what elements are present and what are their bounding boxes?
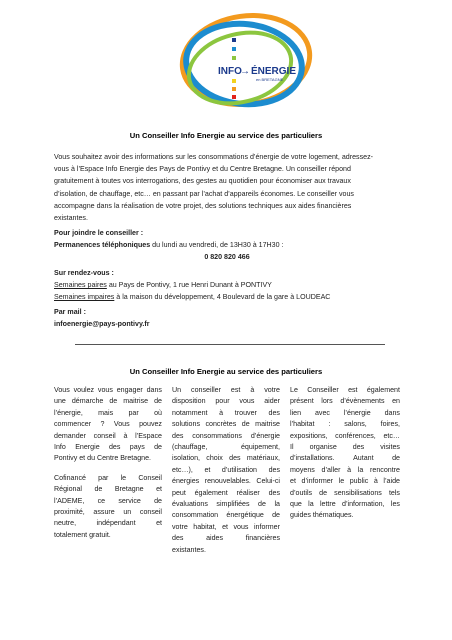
text-line	[290, 385, 400, 396]
word: l’aide	[383, 477, 400, 486]
odd-weeks-place: à la maison du développement, 4 Boulevard de la gare à LOUDEAC	[114, 293, 331, 302]
word: ?	[100, 420, 105, 429]
text-line: totalement gratuit.	[54, 530, 111, 539]
word: d’installations.	[290, 454, 335, 463]
word: dans	[384, 408, 400, 417]
text-line: existantes.	[54, 214, 88, 223]
text-line: Vous souhaitez avoir des informations sur les consommations d’énergie de votre logement, adressez-	[54, 153, 373, 161]
paragraph-gap	[54, 465, 162, 473]
word: de	[392, 454, 400, 463]
text-line	[54, 484, 162, 495]
text-line	[172, 488, 280, 499]
word: votre	[264, 386, 280, 394]
phone-label: Permanences téléphoniques	[54, 241, 151, 250]
word: Conseil	[138, 473, 162, 482]
word: les	[390, 500, 400, 509]
text-line: existantes.	[172, 545, 206, 554]
text-line	[172, 476, 280, 487]
join-block	[54, 227, 400, 264]
section2-title: Un Conseiller Info Energie au service des particuliers	[129, 367, 323, 376]
text-line	[172, 510, 280, 521]
word: à	[373, 477, 378, 486]
word: le	[338, 477, 345, 486]
word: :	[328, 420, 331, 429]
word: vous	[233, 522, 249, 531]
text-line	[54, 419, 162, 430]
column-1	[54, 385, 162, 541]
word: d’outils	[290, 488, 313, 497]
mail-block	[54, 306, 400, 330]
text-line: vous à l’Espace Info Energie des Pays de Pontivy et du Centre Bretagne. Un conseiller répond	[54, 165, 351, 174]
word: vous	[239, 397, 255, 406]
word: concrètes	[205, 420, 237, 429]
word: neutre,	[54, 519, 77, 528]
logo-dot	[232, 56, 236, 60]
word: des	[352, 443, 365, 452]
word: évaluations	[172, 500, 208, 509]
logo-dot	[232, 87, 236, 91]
word: présent	[290, 397, 314, 406]
word: habitat,	[193, 522, 217, 531]
word: ce	[97, 496, 106, 505]
odd-weeks-line	[54, 291, 400, 303]
word: maitrise	[123, 397, 149, 406]
word: d’informer	[301, 477, 334, 486]
column-2	[172, 385, 280, 556]
word: consommations	[192, 431, 242, 440]
word: l’Espace	[135, 431, 162, 440]
word: Info	[54, 443, 66, 452]
text-line	[172, 419, 280, 430]
word: proximité,	[54, 508, 85, 517]
text-line	[172, 396, 280, 407]
text-line: d’isolation, de chauffage, etc… en passant par l’achat d’appareils économes. Le conseiller vous	[54, 189, 354, 198]
word: l’ADEME,	[54, 496, 85, 505]
word: mais	[98, 408, 114, 417]
word: financières	[245, 534, 280, 543]
word: (chauffage,	[172, 443, 208, 452]
word: est	[230, 386, 241, 394]
word: aider	[264, 397, 280, 406]
word: conférences,	[335, 431, 376, 440]
word: le	[120, 473, 127, 482]
word: énergies	[172, 477, 200, 486]
word: Régional	[54, 485, 83, 494]
word: peut	[172, 488, 186, 497]
word: pays	[129, 443, 145, 452]
word: Vous	[54, 386, 70, 394]
word: commencer	[54, 420, 92, 429]
word: votre	[172, 522, 188, 531]
word: et	[290, 477, 296, 486]
word: la	[308, 500, 314, 509]
text-line	[290, 408, 400, 419]
word: Conseiller	[307, 386, 339, 394]
text-line	[54, 507, 162, 518]
word: Autant	[353, 454, 374, 463]
word: un	[123, 508, 132, 517]
word: des	[172, 431, 184, 440]
word: également	[366, 386, 400, 394]
text-line	[290, 419, 400, 430]
word: pouvez	[139, 420, 162, 429]
word: la	[274, 500, 280, 509]
word: Bretagne	[114, 485, 144, 494]
text-line	[290, 442, 400, 453]
word: et	[204, 465, 211, 474]
word: lien	[290, 408, 302, 417]
word: indépendant	[96, 519, 136, 528]
word: lors	[321, 397, 333, 406]
section1-title: Un Conseiller Info Energie au service des particuliers	[129, 131, 323, 140]
logo-brand-accent: ÉNERGIE	[251, 66, 297, 77]
word: avec	[314, 408, 330, 417]
text-line	[290, 499, 400, 510]
text-line	[172, 431, 280, 442]
word: choix	[206, 454, 223, 463]
word: pour	[215, 397, 230, 406]
text-line: guides thématiques.	[290, 511, 354, 520]
logo-dot	[232, 47, 236, 51]
even-weeks-label: Semaines paires	[54, 281, 107, 290]
word: rencontre	[370, 465, 400, 474]
text-line	[54, 396, 162, 407]
word: d’information,	[342, 500, 385, 509]
word: consommation	[172, 511, 219, 520]
word: notamment	[172, 408, 208, 417]
logo-brand-text: INFO	[218, 66, 242, 77]
info-energie-logo	[174, 8, 316, 118]
column-3	[290, 385, 400, 522]
rdv-heading: Sur rendez-vous :	[54, 269, 114, 277]
word: simplifiées	[216, 500, 250, 509]
word: une	[54, 397, 66, 406]
logo-dot	[232, 38, 236, 42]
word: moyens	[290, 465, 315, 474]
word: vous	[97, 386, 113, 394]
word: des	[172, 534, 184, 543]
phone-hours: du lundi au vendredi, de 13H30 à 17H30 :	[150, 241, 284, 250]
word: Celui-ci	[256, 477, 280, 486]
text-line	[54, 496, 162, 507]
word: de	[94, 485, 103, 494]
logo-tagline: en BRETAGNE	[256, 77, 284, 82]
text-line	[172, 408, 280, 419]
word: équipement,	[240, 443, 280, 452]
word: dans	[146, 386, 162, 394]
word: de	[154, 496, 162, 505]
word: à	[250, 386, 255, 394]
text-line: Pontivy et du Centre Bretagne.	[54, 454, 152, 463]
word: salons,	[344, 420, 367, 429]
word: organise	[309, 443, 337, 452]
word: également	[194, 488, 228, 497]
word: etc…	[383, 431, 400, 440]
word: de	[272, 511, 280, 520]
word: aides	[206, 534, 224, 543]
text-line	[54, 473, 162, 484]
text-line	[172, 533, 280, 544]
text-line	[290, 453, 400, 464]
word: et	[222, 522, 228, 531]
word: renouvelables.	[204, 477, 251, 486]
section1-intro	[54, 151, 400, 224]
word: demander	[54, 431, 86, 440]
word: solutions	[172, 420, 200, 429]
text-line	[172, 522, 280, 533]
word: en	[392, 397, 400, 406]
word: Cofinancé	[54, 473, 86, 482]
word: et	[156, 485, 162, 494]
word: de	[258, 500, 266, 509]
odd-weeks-label: Semaines impaires	[54, 293, 115, 302]
word: des	[268, 408, 280, 417]
word: d’évènements	[340, 397, 385, 406]
word: isolation,	[172, 454, 200, 463]
word: l’énergie	[343, 408, 371, 417]
word: foires,	[380, 420, 400, 429]
word: de	[154, 397, 162, 406]
word: Vous	[113, 420, 130, 429]
word: des	[268, 465, 280, 474]
word: disposition	[172, 397, 206, 406]
text-line	[290, 396, 400, 407]
word: et	[156, 519, 162, 528]
word: Un	[172, 386, 182, 394]
even-weeks-place: au Pays de Pontivy, 1 rue Henri Dunant à PONTIVY	[106, 281, 272, 290]
word: visites	[380, 443, 400, 452]
word: public	[349, 477, 369, 486]
word: de	[154, 443, 162, 452]
word: est	[348, 386, 358, 394]
word: la	[357, 465, 364, 474]
word: Energie	[75, 443, 100, 452]
word: l’énergie,	[54, 408, 83, 417]
text-line	[290, 488, 400, 499]
word: conseil	[93, 431, 116, 440]
word: lettre	[319, 500, 336, 509]
mail-address[interactable]: infoenergie@pays-pontivy.fr	[54, 320, 150, 329]
logo-dot	[232, 95, 236, 99]
word: par	[128, 408, 139, 417]
word: Il	[290, 443, 294, 452]
text-line	[54, 518, 162, 529]
word: des	[229, 454, 241, 463]
word: énergétique	[226, 511, 264, 520]
text-line	[172, 442, 280, 453]
word: maitrise	[255, 420, 280, 429]
even-weeks-line	[54, 279, 400, 291]
word: Le	[290, 386, 298, 394]
text-line	[290, 431, 400, 442]
text-line	[54, 408, 162, 419]
logo-dot	[232, 79, 236, 83]
word: conseiller	[191, 386, 221, 394]
mail-heading: Par mail :	[54, 308, 86, 316]
word: d’utilisation	[221, 465, 258, 474]
text-line	[172, 499, 280, 510]
word: des	[268, 488, 280, 497]
logo-arrow: →	[240, 66, 250, 77]
phone-line	[54, 239, 400, 251]
word: où	[154, 408, 162, 417]
word: tels	[388, 488, 400, 497]
section-divider	[75, 344, 385, 345]
text-line	[54, 431, 162, 442]
word: démarche	[71, 397, 104, 406]
word: de	[109, 397, 118, 406]
text-line	[54, 442, 162, 453]
word: de	[241, 420, 250, 429]
join-heading: Pour joindre le conseiller :	[54, 229, 144, 237]
text-line: accompagne dans la réalisation de votre projet, des solutions techniques aux aides financières	[54, 201, 352, 210]
word: l’habitat	[290, 420, 315, 429]
word: d’énergie	[250, 431, 280, 440]
word: trouver	[234, 408, 257, 417]
phone-number: 0 820 820 466	[204, 253, 250, 262]
word: assure	[93, 508, 115, 517]
text-line	[290, 465, 400, 476]
word: etc…),	[172, 465, 193, 474]
text-line	[172, 453, 280, 464]
word: des	[108, 443, 121, 452]
word: à	[123, 431, 128, 440]
word: expositions,	[290, 431, 328, 440]
word: réaliser	[236, 488, 260, 497]
text-line: gratuitement à toutes vos interrogations, des gestes au quotidien pour économiser aux travaux	[54, 177, 351, 186]
word: service	[118, 496, 141, 505]
word: par	[98, 473, 109, 482]
word: conseil	[139, 508, 162, 517]
word: que	[290, 500, 302, 509]
text-line	[290, 476, 400, 487]
word: de	[319, 488, 328, 497]
word: informer	[253, 522, 280, 531]
text-line	[172, 465, 280, 476]
text-line	[54, 385, 162, 396]
word: voulez	[73, 386, 95, 394]
word: à	[347, 465, 352, 474]
word: sensibilisations	[334, 488, 382, 497]
text-line	[172, 385, 280, 396]
word: matériaux,	[246, 454, 280, 463]
word: d’aller	[321, 465, 341, 474]
rdv-block	[54, 267, 400, 304]
word: à	[219, 408, 224, 417]
word: engager	[116, 386, 143, 394]
